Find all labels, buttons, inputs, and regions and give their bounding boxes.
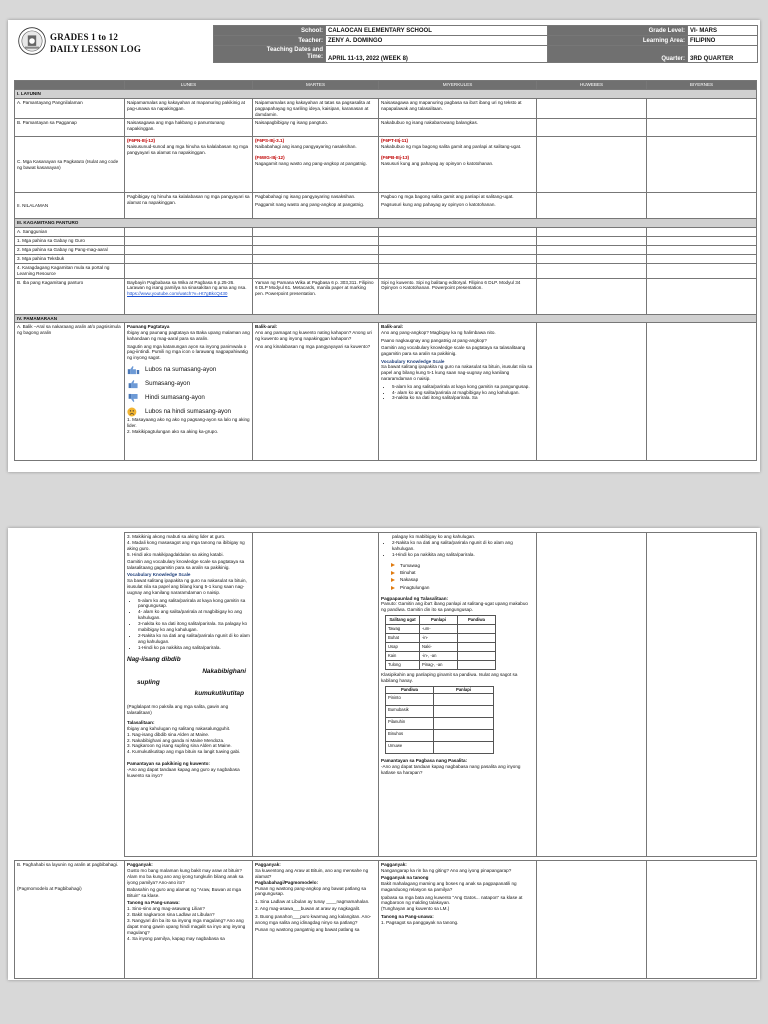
lunes-tala-1: 1. Nag-isang dibdib sina Alden at Maine. [127,731,210,737]
empty-cell [647,237,757,246]
day-huwebes: HUWEBES [537,81,647,90]
miyerkules-tanong: Bakit mahalagang maming ang boses ng anak sa pagpapanatili ng maganduong relasyon sa pamilya? [381,881,517,893]
label-iba-pang: B. Iba pang Kagamitang panturo [15,278,125,314]
martes-nilalaman-2: Paggamit nang wasto ang pang-angkop at pangatnig. [255,201,365,207]
biyernes-cell [647,533,757,857]
miyerkules-continued [379,533,537,857]
biyernes-cell [647,193,757,219]
grade-label: Grade Level: [548,26,688,36]
lunes-pagganyak-2: Alam mo ba kung ano ang iyong tungkulin bilang anak sa iyong pamilya? Ano-ano ito? [127,873,244,885]
vocab-word-2: Nakabibighani [202,667,246,675]
arrow-item [391,570,534,576]
dates-label-2: Time: [307,54,323,60]
list-item: • 4- alam ko ang salita/parirala at magbibigay ko ang kahulugan. [392,390,534,396]
miyerkules-vks-list-cont [381,534,534,558]
lunes-nilalaman: Pagbibigay ng hinuha sa kalalabasan ng mga pangyayari sa alamat na napakinggan. [125,193,253,219]
martes-kasanayan-1: Naibabahagi ang isang pangyayaring nasaksihan. [255,144,357,150]
table-row [386,742,494,754]
lunes-vks-title: Vocabulary Knowledge Scale [127,572,191,578]
empty-cell [379,246,537,255]
arrow-item [391,577,534,583]
biyernes-cell [647,323,757,461]
arrow-item-text: Binuhat [400,569,416,575]
huwebes-cell [537,861,647,979]
dates-value: APRIL 11-13, 2022 (WEEK 8) [326,46,548,63]
table-cell [458,643,496,652]
martes-balik-aral [253,323,379,461]
empty-cell [253,263,379,278]
empty-cell [379,228,537,237]
lunes-tala-4: 4. Kumukutikutitap ang mga bituin sa langit tuwing gabi. [127,749,241,755]
klasipika-desc: Klasipikahin ang panlaping ginamit sa pandiwa. Isulat ang sagot sa kabilang hanay. [381,672,518,683]
huwebes-cell [537,278,647,314]
vocab-word-3: supling [137,678,160,686]
huwebes-cell [537,533,647,857]
list-item: • 5-alam ko ang salita/parirala at kaya kong gamitin sa pangungusap. [392,384,534,390]
arrow-bullet-icon [391,586,395,590]
panlapi-header-1: Salitang ugat [386,616,420,625]
school-label: School: [214,26,326,36]
empty-cell [125,228,253,237]
lunes-vks-desc: Sa bawat salitang ipapakita ng guro na nakasulat sa bituin, isusulat nila sa papel ang bilang kung 5-1 kung saan nag-uugnay ang kanilang nararamdaman o naisip. [127,578,247,596]
miyerkules-vks-desc: Sa bawat salitang ipapakita ng guro na nakasulat sa bituin, isusulat nila sa papel ang bilang kung 5-1 kung saan nag-uugnay ang kanilang nararamdaman o naisip. [381,364,533,382]
label-teksbuk: 3. Mga pahina Teksbuk [15,254,125,263]
day-lunes: LUNES [125,81,253,90]
table-row [386,625,496,634]
miyerkules-gamitin: Gamitin ang vocabulary knowledge scale sa pagtataya sa talasalitaang gagamitin para sa aralin sa pakikinig. [381,345,526,357]
empty-cell [253,246,379,255]
grade-value: VI- MARS [688,26,758,36]
lunes-pagganap: Naisasagawa ang mga hakbang o panuntunang napakinggan. [125,119,253,137]
empty-cell [253,237,379,246]
martes-code-1: (F6PS-IIIj-3.1) [255,138,285,144]
panlapi-table [385,615,496,670]
martes-iba-pang: Yaman ng Pamana Wika at Pagbasa 6 p. 303,311. Filipino 6 DLP Modyul 61. Metacards, manila paper at marking pen. Powerpoint presentation. [253,278,379,314]
lunes-iba-pang-text: Baybayin Pagbabasa sa Wika at Pagbasa 6 p.25-26. Larawan ng isang pamilya na sinasakitan ng ama ang nsa. [127,279,247,291]
table-cell [434,706,494,718]
miyerkules-tanong-title: Pagganyak na tanong [381,875,429,881]
table-cell: -in- [420,634,458,643]
martes-paghahabi [253,861,379,979]
lunes-paunang-title: Paunang Pagtataya [127,324,170,330]
table-cell [458,634,496,643]
lunes-item-5: 5. Hindi ako makikipagdaldalan sa aking katabi. [127,551,224,557]
label-nilalaman: II. NILALAMAN [15,193,125,219]
lunes-item-4: 4. Madali kong masasagot ang mga tanong na ibibigay ng aking guro. [127,539,245,551]
label-pagmomodelo: (Pagmomodelo at Pagbibahagi) [17,885,82,891]
lunes-basahin: Babasahin ng guro ang alamat ng "Araw, Buwan at mga Bituin" sa klase. [127,887,241,898]
miyerkules-balik-2: Paano nagkaugnay ang pangatnig at pang-angkop? [381,337,487,343]
empty-cell [537,263,647,278]
empty-cell [537,254,647,263]
table-row [386,706,494,718]
table-cell: -in-, -an [420,652,458,661]
arrow-item [391,585,534,591]
miyerkules-pagganyak-title: Pagganyak: [381,862,407,867]
pagpapaunlad-title: Pagpapaunlad ng Talasalitaan: [381,595,449,601]
martes-kasanayan-2: Nagagamit nang wasto ang pang-angkop at pangatnig. [255,161,367,166]
empty-cell [647,263,757,278]
miyerkules-pagganap: Nakabubuo ng isang nakabarowang balangkas. [379,119,537,137]
empty-cell [379,254,537,263]
pagpapaunlad-desc: Panuto: Gamitin ang iba't ibang panlapi at salitang-ugat upang makabuo ng pandiwa. Gamitin din ito sa pangungusap. [381,601,528,613]
brand-line-1: GRADES 1 to 12 [50,32,119,42]
list-item: • 5-alam ko ang salita/parirala at kaya kong gamitin sa pangungusap. [138,598,250,610]
martes-p4: Punan ng wastong pangatnig ang bawat patlang sa [255,927,360,933]
table-row [386,652,496,661]
lunes-tala-desc: Ibigay ang kahulugan ng salitang nakasalungguhit. [127,725,231,731]
lunes-pagganyak: Gusto mo bang malaman kung bakit may araw at bituin? [127,867,242,873]
miyerkules-nilalaman-1: Pagbuo ng mga bagong salita gamit ang panlapi at salitang-ugat. [381,194,514,200]
empty-cell [379,263,537,278]
dll-header [16,25,760,62]
sad-face-icon [127,407,140,417]
empty-cell [647,228,757,237]
table-cell [434,694,494,706]
dll-page-2 [8,528,760,980]
table-cell: Tawag [386,625,420,634]
martes-pagbabahagi-title: Pagbabahagi/Pagmomodelo: [255,879,319,885]
label-pangnilalaman: A. Pamantayang Pangnilalaman [15,98,125,119]
table-cell: Usap [386,643,420,652]
empty-cell [537,228,647,237]
biyernes-cell [647,98,757,119]
table-cell: Kain [386,652,420,661]
list-item: palagay ko mabibigay ko ang kahulugan. [392,534,476,539]
martes-pagbabahagi: Punan ng wastong pang-angkop ang bawat patlang sa pangungusap. [255,885,367,897]
miyerkules-pamantayan-q: -Ano ang dapat tandaan kapag nagbabasa nang pasalita ang inyong katlase sa harapan? [381,764,521,775]
huwebes-cell [537,119,647,137]
huwebes-cell [537,98,647,119]
miyerkules-kasanayan [379,137,537,193]
miyerkules-balik-aral [379,323,537,461]
biyernes-cell [647,861,757,979]
table-cell [458,625,496,634]
table-cell: Tulong [386,661,420,670]
table-cell: Umuwe [386,742,434,754]
miyerkules-vks-title: Vocabulary Knowledge Scale [381,358,445,364]
martes-nilalaman [253,193,379,219]
lunes-paghahabi [125,861,253,979]
martes-balik-2: Ano ang kinalabasan ng mga pangyayayari sa kuwento? [255,343,371,349]
scale-label-1: Lubos na sumasang-ayon [145,366,217,374]
double-thumbs-up-icon [127,365,140,375]
martes-balik-title: Balik-aral: [255,324,278,330]
miyerkules-vks-list [381,384,534,402]
school-value: CALAOCAN ELEMENTARY SCHOOL [326,26,548,36]
info-table [213,25,758,63]
lunes-sagutin: Sagutin ang mga katanungan ayon sa inyong panimwala o pag-iintindi. Pumili ng mga icon o larawang nagpapahiwatig ng inyong sagot. [127,343,248,361]
miyerkules-tpu-1: 1. Pagsagot sa panggayak na tanong. [381,919,459,925]
empty-cell [125,254,253,263]
scale-strongly-disagree [127,407,250,417]
martes-continued [253,533,379,857]
day-martes: MARTES [253,81,379,90]
miyerkules-code-1: (F6PT-IIIj-11) [381,138,409,144]
label-sanggunian: A. Sanggunian [15,228,125,237]
huwebes-cell [537,193,647,219]
list-item: • 2-Nakita ko na dati ang salita/parirala ngunit di ko alam ang kahulugan. [392,540,534,552]
martes-pagganyak-title: Pagganyak: [255,862,281,867]
martes-p2: 2. Ang mag-asawa___buwan at araw ay nagkagalit. [255,906,361,912]
list-item: • 2-Nakita ko na dati ang salita/parirala ngunit di ko alam ang kahulugan. [138,633,250,645]
vocab-word-1: Nag-iisang dibdib [127,656,181,664]
empty-cell [647,246,757,255]
arrow-bullet-icon [391,571,395,575]
list-item: • 3-nakita ko na dati itong salita/parirala. Sa palagay ko mabibigay ko ang kahulugan. [138,621,250,633]
label-pagganap: B. Pamantayan sa Pagganap [15,119,125,137]
arrow-item-text: Tumawag [400,562,420,568]
list-item: • 3-nakita ko na dati itong salita/parirala. Sa [392,395,534,401]
table-cell: Buhat [386,634,420,643]
empty-cell [253,254,379,263]
arrow-item [391,563,534,569]
empty-cell [125,237,253,246]
miyerkules-tpu-title: Tanong na Pang-unawa: [381,913,434,919]
arrow-bullet-icon [391,563,395,567]
miyerkules-kasanayan-1: Nakabubuo ng mga bagong salita gamit ang panlapi at salitang-ugat. [381,144,522,150]
table-row [386,718,494,730]
huwebes-cell [537,323,647,461]
quarter-label: Quarter: [548,46,688,63]
brand-line-2: DAILY LESSON LOG [50,44,142,54]
miyerkules-balik: Ano ang pang-angkop? Magbigay ka ng halimbawa nito. [381,330,496,336]
table-cell: Pininto [386,694,434,706]
lunes-item-1: 1. Masayaang ako ng ako ng pagsang-ayon sa lalo ng aking lider. [127,417,250,429]
lunes-pamantayan: Pamantayan sa pakikinig ng kuwento: [127,761,210,767]
lunes-balik-aral [125,323,253,461]
lunes-tala-2: 2. Nakabibighani ang ganda ni Maine Mendoza. [127,737,225,743]
pandiwa-header-2: Panlapi [434,686,494,693]
martes-kasanayan [253,137,379,193]
biyernes-cell [647,119,757,137]
miyerkules-balik-title: Balik-aral: [381,324,404,330]
arrow-bullet-icon [391,578,395,582]
martes-pangnilalaman: Naipamamalas ang kakayahan at tatas sa pagsasalita at pagpapahayag ng sariling ideya, kaisipan, karanasan at damdamin. [253,98,379,119]
empty-cell [125,263,253,278]
dll-table-2 [124,532,757,857]
section-layunin: I. LAYUNIN [15,89,757,98]
dll-brand [50,31,141,55]
panlapi-header-3: Pandiwa [458,616,496,625]
lunes-tanong-title: Tanong na Pang-unawa: [127,900,180,906]
biyernes-cell [647,278,757,314]
martes-balik: Ano ang pamagat ng kuwento nating kahapon? Anong uri ng kuwento ang inyong napakinggan kahapon? [255,330,372,342]
day-biyernes: BIYERNES [647,81,757,90]
label-paghahabi [15,861,125,979]
section-kagamitan: III. KAGAMITANG PANTURO [15,219,757,228]
quarter-value: 3RD QUARTER [688,46,758,63]
lunes-pagganyak-title: Pagganyak: [127,862,153,867]
lunes-pamantayan-q: -Ano ang dapat tandaan kapag ang guro ay nagbabasa kuwento sa inyo? [127,767,240,778]
label-balik-aral: A. Balik –Aral sa nakaraang aralin at/o pagsisimula ng bagong aralin [15,323,125,461]
deped-seal-icon [18,27,46,55]
word-arrow-list [381,563,534,591]
lunes-pangnilalaman: Naipamamalas ang kakayahan at mapanuring pakikinig at pag-unawa sa napakinggan. [125,98,253,119]
table-cell [434,718,494,730]
martes-p1: 1. Sina Ladlaw at Libulan ay tunay ____nagmamahalan. [255,898,370,904]
lunes-kasanayan-text: Naisusunud-sunod ang mga hinuha sa kalalabasan ng mga pangyayari sa alamat na napakinggan. [127,144,249,156]
section-pamamaraan: IV. PAMAMARAAN [15,314,757,323]
empty-cell [253,228,379,237]
lunes-q1: 1. Sino-sino ang mag-asawang Lilian? [127,906,205,912]
lunes-gamitin: Gamitin ang vocabulary knowledge scale sa pagtataya sa talasalitaang gagamitin para sa aralin sa pakikinig. [127,559,245,570]
label-gabay-guro: 1. Mga pahina sa Gabay ng Guro [15,237,125,246]
dll-table-3 [14,860,757,979]
list-item: • 1-Hindi ko pa nakikita ang salita/parirala. [138,645,250,651]
pandiwa-header-1: Pandiwa [386,686,434,693]
lunes-paunang: Ibigay ang paunang pagtataya sa Baka upang malaman ang kahandaan ng mag-aaral para sa aralin. [127,330,250,342]
label-paghahabi-text: B. Paghahabi sa layunin ng aralin at pagbibahagi. [17,862,119,867]
empty-cell [537,237,647,246]
table-row [386,643,496,652]
scale-label-4: Lubos na hindi sumasang-ayon [145,408,231,416]
miyerkules-nilalaman [379,193,537,219]
table-row [386,730,494,742]
martes-code-2: (F6WG-IIIj-12) [255,155,285,161]
arrow-item-text: Nakasap [400,577,419,583]
panlapi-header-2: Panlapi [420,616,458,625]
miyerkules-nilalaman-2: Pagsusuri kung ang pahayag ay opinyon o katotohanan. [381,201,496,207]
table-cell: Pinag-, -an [420,661,458,670]
biyernes-cell [647,137,757,193]
label-gabay-mag-aaral: 2. Mga pahina sa Gabay ng Pang-mag-aaral [15,246,125,255]
table-cell: -um- [420,625,458,634]
scale-disagree [127,393,250,403]
dates-label-1: Teaching Dates and [266,47,323,53]
label-kasanayan: C. Mga Kasanayan sa Pagkatuto (Isulat ang code ng bawat kasanayan) [15,137,125,193]
miyerkules-iba-pang: Sipi ng kuwento. Sipi ng balitang editoryal. Filipino 6 DLP. Modyul 34 Opinyon o Katotohanan. Powerpoint presentation. [379,278,537,314]
empty-cell [125,246,253,255]
lunes-vks-list [127,598,250,651]
lunes-iba-pang [125,278,253,314]
miyerkules-code-2: (F6PB-IIIj-13) [381,155,410,161]
martes-p3: 3. Buong panahon___puro kwarnag ang kalangitan. Ano-anong mga salita ang idinagdag ninyo sa patlang? [255,913,372,925]
label-lr-portal: 4. Karagdagang Kagamitan mula sa portal ng Learning Resource [15,263,125,278]
martes-pagganyak: Sa kuwentong ang Araw at Bituin, ano ang mensahe ng alamat? [255,867,369,879]
lunes-item-2: 2. Makikipagtulungan ako sa aking ka-grupo. [127,428,219,434]
corner-header [15,81,125,90]
lunes-q3: 3. Nangyari din ba ito sa inyong mga magulang? Ano ang dapat mong gawin upang hindi magalit sa inyo ang inyong magulang? [127,918,246,935]
table-cell: Bumubasik [386,706,434,718]
martes-nilalaman-1: Pagbabahagi ng isang pangyayaring nasaksihan. [255,194,356,200]
scale-strongly-agree [127,365,250,375]
table-cell: Pilanuhin [386,718,434,730]
pandiwa-table [385,686,494,754]
miyerkules-kasanayan-2: Nasusuri kung ang pahayag ay opinyon o katotohanan. [381,161,494,166]
lunes-continued [125,533,253,857]
dll-table-1 [14,80,757,461]
teacher-value: ZENY A. DOMINGO [326,36,548,46]
miyerkules-paghahabi [379,861,537,979]
lunes-kasanayan [125,137,253,193]
huwebes-cell [537,137,647,193]
table-row [386,661,496,670]
area-value: FILIPINO [688,36,758,46]
table-cell [458,661,496,670]
table-cell [458,652,496,661]
lunes-q2: 2. Bakit nagkaroon sina Ladlaw at Libulan? [127,912,215,918]
area-label: Learning Area: [548,36,688,46]
scale-label-3: Hindi sumasang-ayon [145,394,205,402]
arrow-item-text: Pinagtulungan [400,584,430,590]
miyerkules-pagganyak: Nangangarap ka rin ba ng giting? Ano ang iyong pinapangarap? [381,867,512,873]
empty-cell [647,254,757,263]
table-cell [434,730,494,742]
vocab-word-4: kumukutikutitap [194,689,244,697]
table-row [386,694,494,706]
youtube-link[interactable]: https://www.youtube.com/watch?v=Ht7gBkcQ430 [127,291,228,297]
lunes-code: (F6PN-IIIj-12) [127,138,156,144]
miyerkules-pamantayan: Pamantayan sa Pagbasa nang Pasalita: [381,758,468,764]
list-item: • 1-Hindi ko pa nakikita ang salita/parirala. [392,552,534,558]
dates-label [214,46,326,63]
miyerkules-ipabasa: Ipabasa sa mga bata ang kuwento "Ang Gatos... natapon" sa klase at magbaroon ng malding talakayan. [381,894,523,906]
scale-label-2: Sumasang-ayon [145,380,191,388]
empty-cell [379,237,537,246]
thumbs-down-icon [127,393,140,403]
list-item: • 4- alam ko ang salita/parirala at magbibigay ko ang kahulugan. [138,609,250,621]
martes-pagganap: Naisapagbibigay ng isang pangtuto. [253,119,379,137]
lunes-tala-title: Talasalitaan: [127,719,155,725]
table-cell: Naki- [420,643,458,652]
dll-page-1 [8,20,760,472]
teacher-label: Teacher: [214,36,326,46]
empty-cell [537,246,647,255]
lunes-tala-3: 3. Nagkaroon ng isang supling sina Alden at Maine. [127,743,232,749]
lunes-item-3: 3. Makikinig akong mabuti sa aking lider at guro. [127,534,226,539]
thumbs-up-icon [127,379,140,389]
scale-agree [127,379,250,389]
miyerkules-pangnilalaman: Naisasagawa ang mapanuring pagbasa sa iba't ibang uri ng teksto at napapalawak ang talasalitaan. [379,98,537,119]
table-row [386,634,496,643]
table-cell [434,742,494,754]
miyerkules-tunghayan: (Tunghayan ang kuwento sa LM.) [381,906,450,912]
day-miyerkules: MIYERKULES [379,81,537,90]
table-cell: Binuhos [386,730,434,742]
lunes-q4: 4. Sa inyong pamilya, kapag may nagbabasa sa [127,935,225,941]
lunes-paglalapat: (Paglalapat mo paksila ang mga salita, gawin ang talasalitaan) [127,704,229,716]
